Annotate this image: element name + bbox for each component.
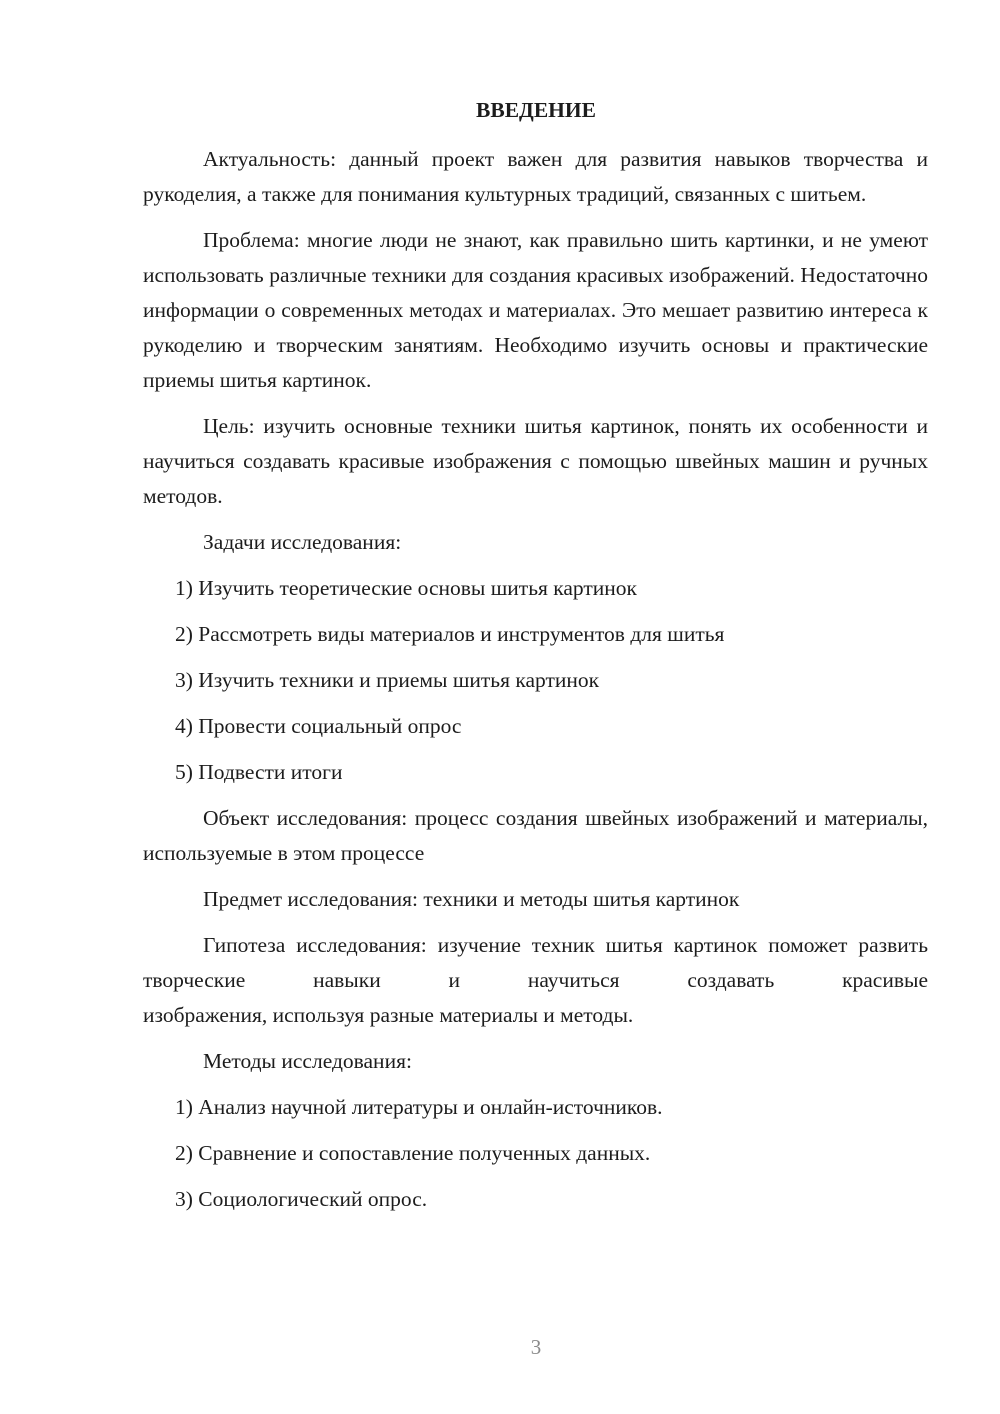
list-item: 5) Подвести итоги [175,760,343,784]
list-item: 3) Изучить техники и приемы шитья картинок [175,668,600,692]
list-item: 1) Анализ научной литературы и онлайн-источников. [175,1095,663,1119]
list-item: 2) Рассмотреть виды материалов и инструментов для шитья [175,622,725,646]
tasks-list [143,571,928,790]
list-item: 1) Изучить теоретические основы шитья картинок [175,576,637,600]
relevance-paragraph: Актуальность: данный проект важен для развития навыков творчества и рукоделия, а также для понимания культурных традиций, связанных с шитьем. [143,147,928,206]
hypothesis-line: изображения, используя разные материалы и методы. [143,1003,634,1027]
problem-paragraph: Проблема: многие люди не знают, как правильно шить картинки, и не умеют использовать различные техники для создания красивых изображений. Недостаточно информации о современных методах и материалах. Это мешает развитию интереса к рукоделию и творческим занятиям. Необходимо изучить основы и практические приемы шитья картинок. [143,228,928,392]
hypothesis-line: Гипотеза исследования: изучение техник шитья картинок поможет развить творческие навыки и научиться создавать красивые [143,933,928,992]
page-number: 3 [530,1335,542,1359]
hypothesis-paragraph [143,928,928,1033]
document-body [143,142,928,1228]
methods-heading: Методы исследования: [203,1049,412,1073]
list-item: 2) Сравнение и сопоставление полученных данных. [175,1141,651,1165]
tasks-heading: Задачи исследования: [203,530,402,554]
list-item: 3) Социологический опрос. [175,1187,428,1211]
list-item: 4) Провести социальный опрос [175,714,462,738]
methods-list [143,1090,928,1217]
object-paragraph: Объект исследования: процесс создания швейных изображений и материалы, используемые в этом процессе [143,806,928,865]
subject-paragraph: Предмет исследования: техники и методы шитья картинок [203,887,740,911]
goal-paragraph: Цель: изучить основные техники шитья картинок, понять их особенности и научиться создавать красивые изображения с помощью швейных машин и ручных методов. [143,414,928,508]
section-title: ВВЕДЕНИЕ [476,98,596,122]
